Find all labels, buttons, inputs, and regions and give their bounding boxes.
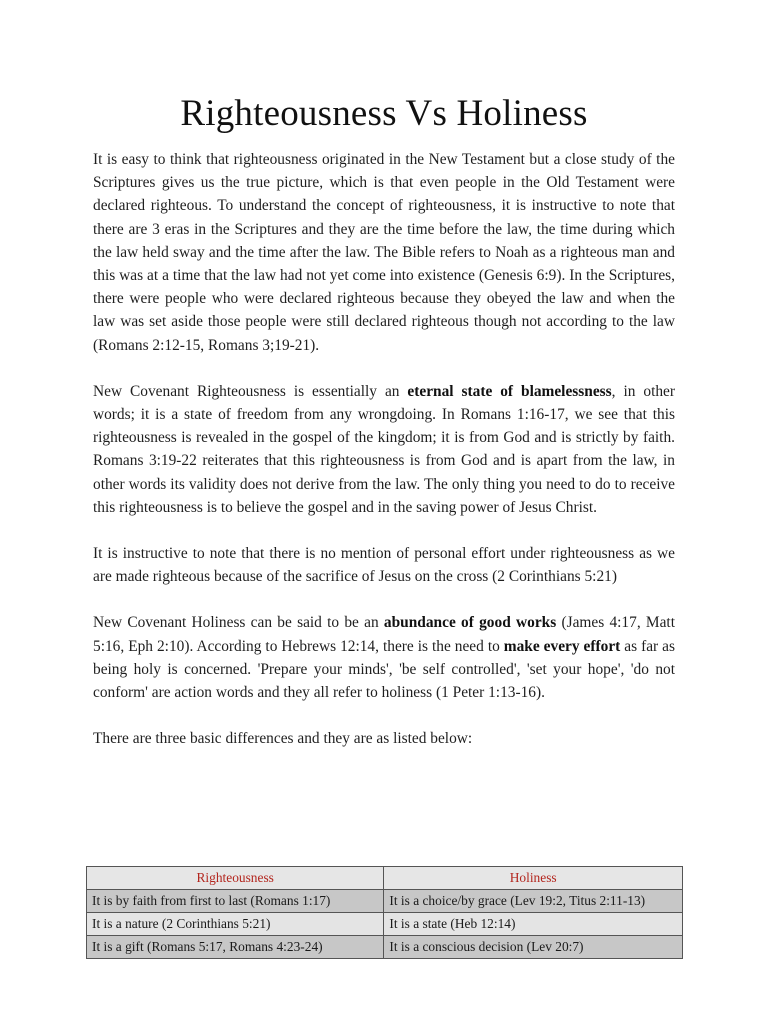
paragraph-righteousness	[93, 380, 675, 519]
bold-phrase-blamelessness: eternal state of blamelessness	[407, 382, 612, 400]
table-cell: It is a nature (2 Corinthians 5:21)	[87, 913, 384, 936]
differences-table	[86, 866, 683, 959]
text-run: (James 4:17, Matt 5:16, Eph 2:10). According to Hebrews 12:14, there is the need to	[93, 614, 675, 655]
text-run: New Covenant Righteousness is essentially an	[93, 382, 408, 400]
text-run: New Covenant Holiness can be said to be an	[93, 614, 384, 632]
bold-phrase-good-works: abundance of good works	[383, 614, 557, 632]
paragraph-differences-intro: There are three basic differences and they are as listed below:	[93, 730, 473, 748]
table-row	[87, 890, 683, 913]
table-row	[87, 936, 683, 959]
table-header-row	[87, 867, 683, 890]
paragraph-personal-effort: It is instructive to note that there is no mention of personal effort under righteousness as we are made righteous because of the sacrifice of Jesus on the cross (2 Corinthians 5:21)	[93, 545, 675, 586]
table-cell: It is a gift (Romans 5:17, Romans 4:23-24)	[87, 936, 384, 959]
page-title: Righteousness Vs Holiness	[180, 93, 588, 134]
paragraph-holiness	[93, 611, 675, 704]
table-header-righteousness: Righteousness	[87, 867, 384, 890]
table-cell: It is a state (Heb 12:14)	[384, 913, 683, 936]
table-cell: It is by faith from first to last (Romans 1:17)	[87, 890, 384, 913]
table-row	[87, 913, 683, 936]
paragraph-intro: It is easy to think that righteousness originated in the New Testament but a close study of the Scriptures gives us the true picture, which is that even people in the Old Testament were declared righteous. To understand the concept of righteousness, it is instructive to note that there are 3 eras in the Scriptures and they are the time before the law, the time during which the law held sway and the time after the law. The Bible refers to Noah as a righteous man and this was at a time that the law had not yet come into existence (Genesis 6:9). In the Scriptures, there were people who were declared righteous because they obeyed the law and when the law was set aside those people were still declared righteous though not according to the law (Romans 2:12-15, Romans 3;19-21).	[93, 151, 675, 354]
table-cell: It is a conscious decision (Lev 20:7)	[384, 936, 683, 959]
text-run: as far as being holy is concerned. 'Prepare your minds', 'be self controlled', 'set your hope', 'do not conform' are action words and they all refer to holiness (1 Peter 1:13-16).	[93, 637, 675, 702]
bold-phrase-make-every-effort: make every effort	[503, 637, 621, 655]
text-run: , in other words; it is a state of freedom from any wrongdoing. In Romans 1:16-17, we see that this righteousness is revealed in the gospel of the kingdom; it is from God and is strictly by faith. Romans 3:19-22 reiterates that this righteousness is from God and is apart from the law, in other words its validity does not derive from the law. The only thing you need to do to receive this righteousness is to believe the gospel and in the saving power of Jesus Christ.	[93, 382, 675, 516]
document-page	[93, 92, 675, 773]
table-cell: It is a choice/by grace (Lev 19:2, Titus 2:11-13)	[384, 890, 683, 913]
table-header-holiness: Holiness	[384, 867, 683, 890]
